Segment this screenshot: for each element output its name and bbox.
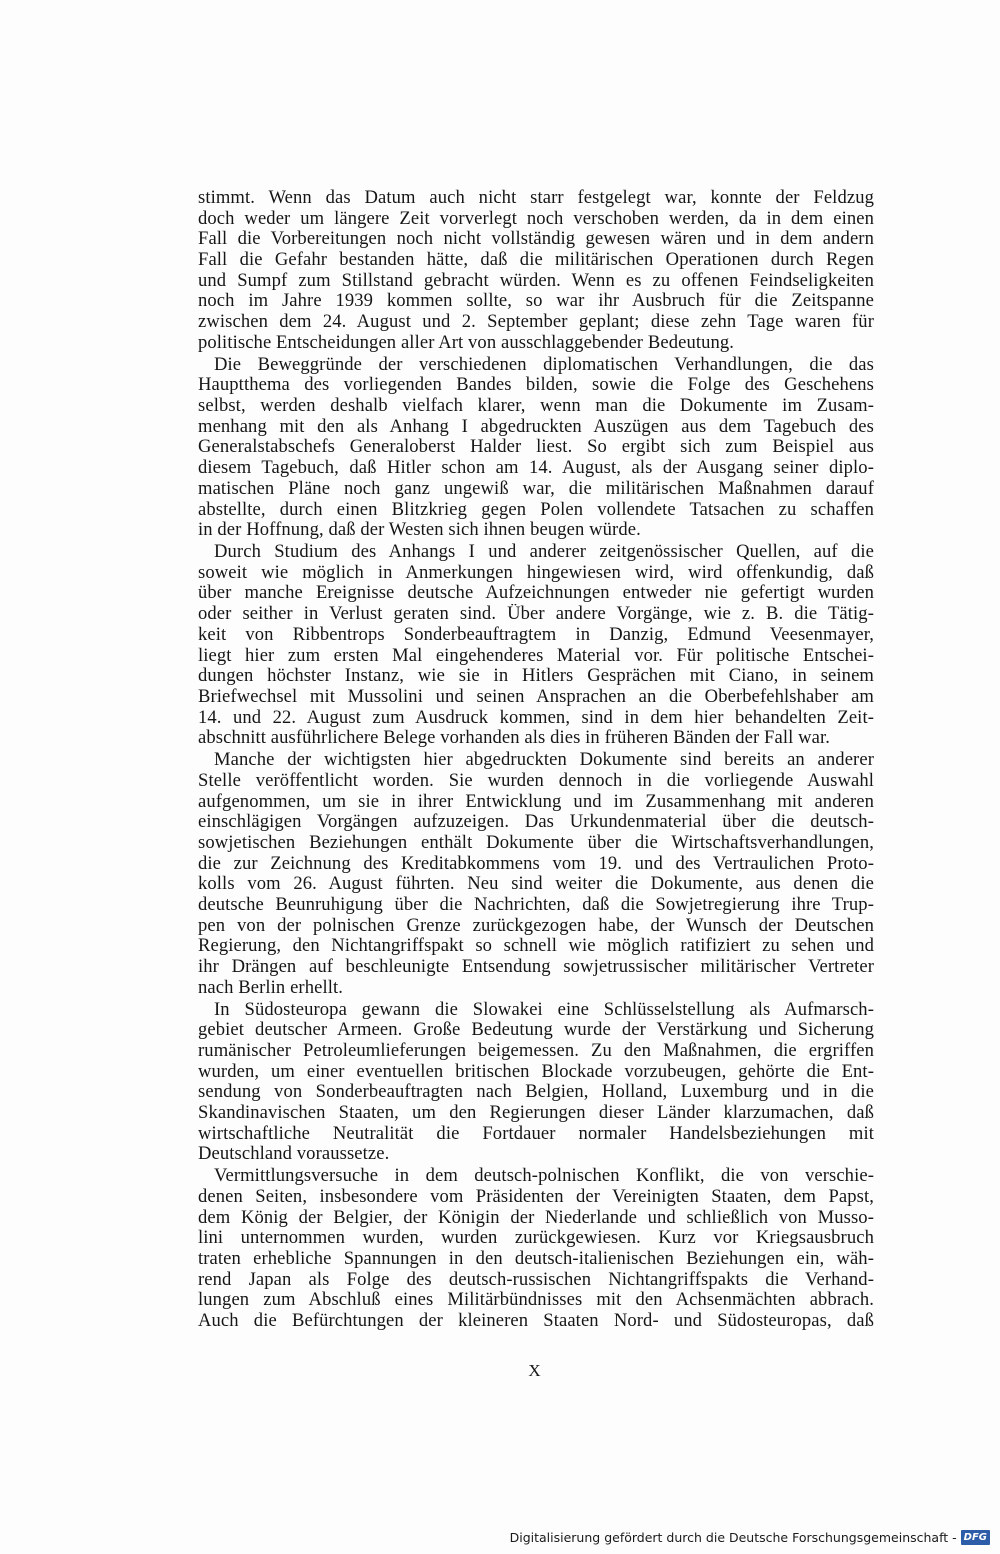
text-line: oder seither in Verlust geraten sind. Über andere Vorgänge, wie z. B. die Tätig-: [198, 604, 874, 625]
text-line: wirtschaftliche Neutralität die Fortdauer normaler Handelsbeziehungen mit: [198, 1123, 874, 1144]
paragraph: [198, 542, 874, 749]
text-line: Skandinavischen Staaten, um den Regierungen dieser Länder klarzumachen, daß: [198, 1103, 874, 1123]
text-line: einschlägigen Vorgängen aufzuzeigen. Das Urkundenmaterial über die deutsch-: [198, 812, 874, 833]
paragraph: [198, 355, 874, 541]
text-line: deutsche Beunruhigung über die Nachrichten, daß die Sowjetregierung ihre Trup-: [198, 894, 874, 915]
text-line: sendung von Sonderbeauftragten nach Belgien, Holland, Luxemburg und in die: [198, 1082, 874, 1103]
text-line: Regierung, den Nichtangriffspakt so schnell wie möglich ratifiziert zu sehen und: [198, 936, 874, 957]
text-line: aufgenommen, um sie in ihrer Entwicklung und im Zusammenhang mit anderen: [198, 791, 874, 812]
text-line: rend Japan als Folge des deutsch-russischen Nichtangriffspakts die Verhand-: [198, 1269, 874, 1290]
text-line: selbst, werden deshalb vielfach klarer, wenn man die Dokumente im Zusam-: [198, 396, 874, 417]
text-line: liegt hier zum ersten Mal eingehenderes Material vor. Für politische Entschei-: [198, 645, 874, 666]
text-line: Vermittlungsversuche in dem deutsch-polnischen Konflikt, die von verschie-: [214, 1166, 874, 1187]
text-line: Fall die Gefahr bestanden hätte, daß die militärischen Operationen durch Regen: [198, 250, 874, 271]
credit-text: Digitalisierung gefördert durch die Deutsche Forschungsgemeinschaft -: [509, 1529, 957, 1545]
text-line: Fall die Vorbereitungen noch nicht vollständig gewesen wären und in dem andern: [198, 229, 874, 250]
text-line: diesem Tagebuch, daß Hitler schon am 14. August, als der Ausgang seiner diplo-: [198, 458, 874, 479]
text-line: zwischen dem 24. August und 2. September geplant; diese zehn Tage waren für: [198, 312, 874, 333]
text-line: wurden, um einer eventuellen britischen Blockade vorzubeugen, gehörte die Ent-: [198, 1061, 874, 1082]
text-line: in der Hoffnung, daß der Westen sich ihnen beugen würde.: [198, 520, 641, 541]
text-line: Die Beweggründe der verschiedenen diplomatischen Verhandlungen, die das: [214, 354, 874, 375]
text-line: doch weder um längere Zeit vorverlegt noch verschoben werden, da in dem einen: [198, 208, 874, 229]
text-line: ihr Drängen auf beschleunigte Entsendung sowjetrussischer militärischer Vertreter: [198, 957, 874, 977]
text-line: keit von Ribbentrops Sonderbeauftragtem in Danzig, Edmund Veesenmayer,: [198, 624, 874, 645]
text-line: abstellte, durch einen Blitzkrieg gegen Polen vollendete Tatsachen zu schaffen: [198, 499, 874, 520]
text-line: noch im Jahre 1939 kommen sollte, so war ihr Ausbruch für die Zeitspanne: [198, 291, 874, 312]
text-line: 14. und 22. August zum Ausdruck kommen, sind in dem hier behandelten Zeit-: [198, 707, 874, 728]
text-line: politische Entscheidungen aller Art von ausschlaggebender Bedeutung.: [198, 332, 735, 353]
text-line: über manche Ereignisse deutsche Aufzeichnungen entweder nie gefertigt wurden: [198, 583, 874, 604]
text-line: nach Berlin erhellt.: [198, 977, 344, 998]
text-line: Deutschland voraussetze.: [198, 1144, 390, 1165]
text-line: lungen zum Abschluß eines Militärbündnisses mit den Achsenmächten abbrach.: [198, 1290, 874, 1311]
text-line: soweit wie möglich in Anmerkungen hingewiesen wird, wird offenkundig, daß: [198, 562, 874, 583]
text-line: Durch Studium des Anhangs I und anderer zeitgenössischer Quellen, auf die: [214, 542, 874, 563]
text-line: Stelle veröffentlicht worden. Sie wurden dennoch in die vorliegende Auswahl: [198, 770, 874, 791]
text-line: Briefwechsel mit Mussolini und seinen Ansprachen an die Oberbefehlshaber am: [198, 686, 874, 707]
text-line: rumänischer Petroleumlieferungen beigemessen. Zu den Maßnahmen, die ergriffen: [198, 1040, 874, 1061]
paragraph: [198, 750, 874, 998]
paragraph: [198, 1166, 874, 1332]
text-line: In Südosteuropa gewann die Slowakei eine Schlüsselstellung als Aufmarsch-: [214, 999, 874, 1020]
text-line: dem König der Belgier, der Königin der Niederlande und schließlich von Musso-: [198, 1207, 874, 1228]
text-line: stimmt. Wenn das Datum auch nicht starr festgelegt war, konnte der Feldzug: [198, 188, 874, 208]
text-line: Auch die Befürchtungen der kleineren Staaten Nord- und Südosteuropas, daß: [198, 1311, 874, 1332]
text-line: pen von der polnischen Grenze zurückgezogen habe, der Wunsch der Deutschen: [198, 915, 874, 936]
text-line: traten erhebliche Spannungen in den deutsch-italienischen Beziehungen ein, wäh-: [198, 1249, 874, 1269]
text-line: die zur Zeichnung des Kreditabkommens vom 19. und des Vertraulichen Proto-: [198, 853, 874, 874]
digitization-credit: [510, 1526, 990, 1548]
text-line: lini unternommen wurden, wurden zurückgewiesen. Kurz vor Kriegsausbruch: [198, 1228, 874, 1249]
text-line: Manche der wichtigsten hier abgedruckten Dokumente sind bereits an anderer: [214, 750, 874, 771]
text-line: gebiet deutscher Armeen. Große Bedeutung wurde der Verstärkung und Sicherung: [198, 1020, 874, 1041]
text-line: Hauptthema des vorliegenden Bandes bilden, sowie die Folge des Geschehens: [198, 375, 874, 396]
text-line: matischen Pläne noch ganz ungewiß war, die militärischen Maßnahmen darauf: [198, 478, 874, 499]
dfg-logo-icon: DFG: [961, 1530, 990, 1545]
page-number: X: [528, 1361, 542, 1380]
paragraph: [198, 188, 874, 354]
text-line: menhang mit den als Anhang I abgedruckten Auszügen aus dem Tagebuch des: [198, 416, 874, 437]
text-line: denen Seiten, insbesondere vom Präsidenten der Vereinigten Staaten, dem Papst,: [198, 1186, 874, 1207]
text-line: kolls vom 26. August führten. Neu sind weiter die Dokumente, aus denen die: [198, 874, 874, 895]
paragraph: [198, 1000, 874, 1166]
text-line: und Sumpf zum Stillstand gebracht würden. Wenn es zu offenen Feindseligkeiten: [198, 270, 874, 291]
text-line: abschnitt ausführlichere Belege vorhanden als dies in früheren Bänden der Fall war.: [198, 728, 831, 749]
body-text: [198, 188, 874, 1333]
text-line: sowjetischen Beziehungen enthält Dokumente über die Wirtschaftsverhandlungen,: [198, 832, 874, 853]
text-line: dungen höchster Instanz, wie sie in Hitlers Gesprächen mit Ciano, in seinem: [198, 666, 874, 687]
text-line: Generalstabschefs Generaloberst Halder liest. So ergibt sich zum Beispiel aus: [198, 437, 874, 458]
